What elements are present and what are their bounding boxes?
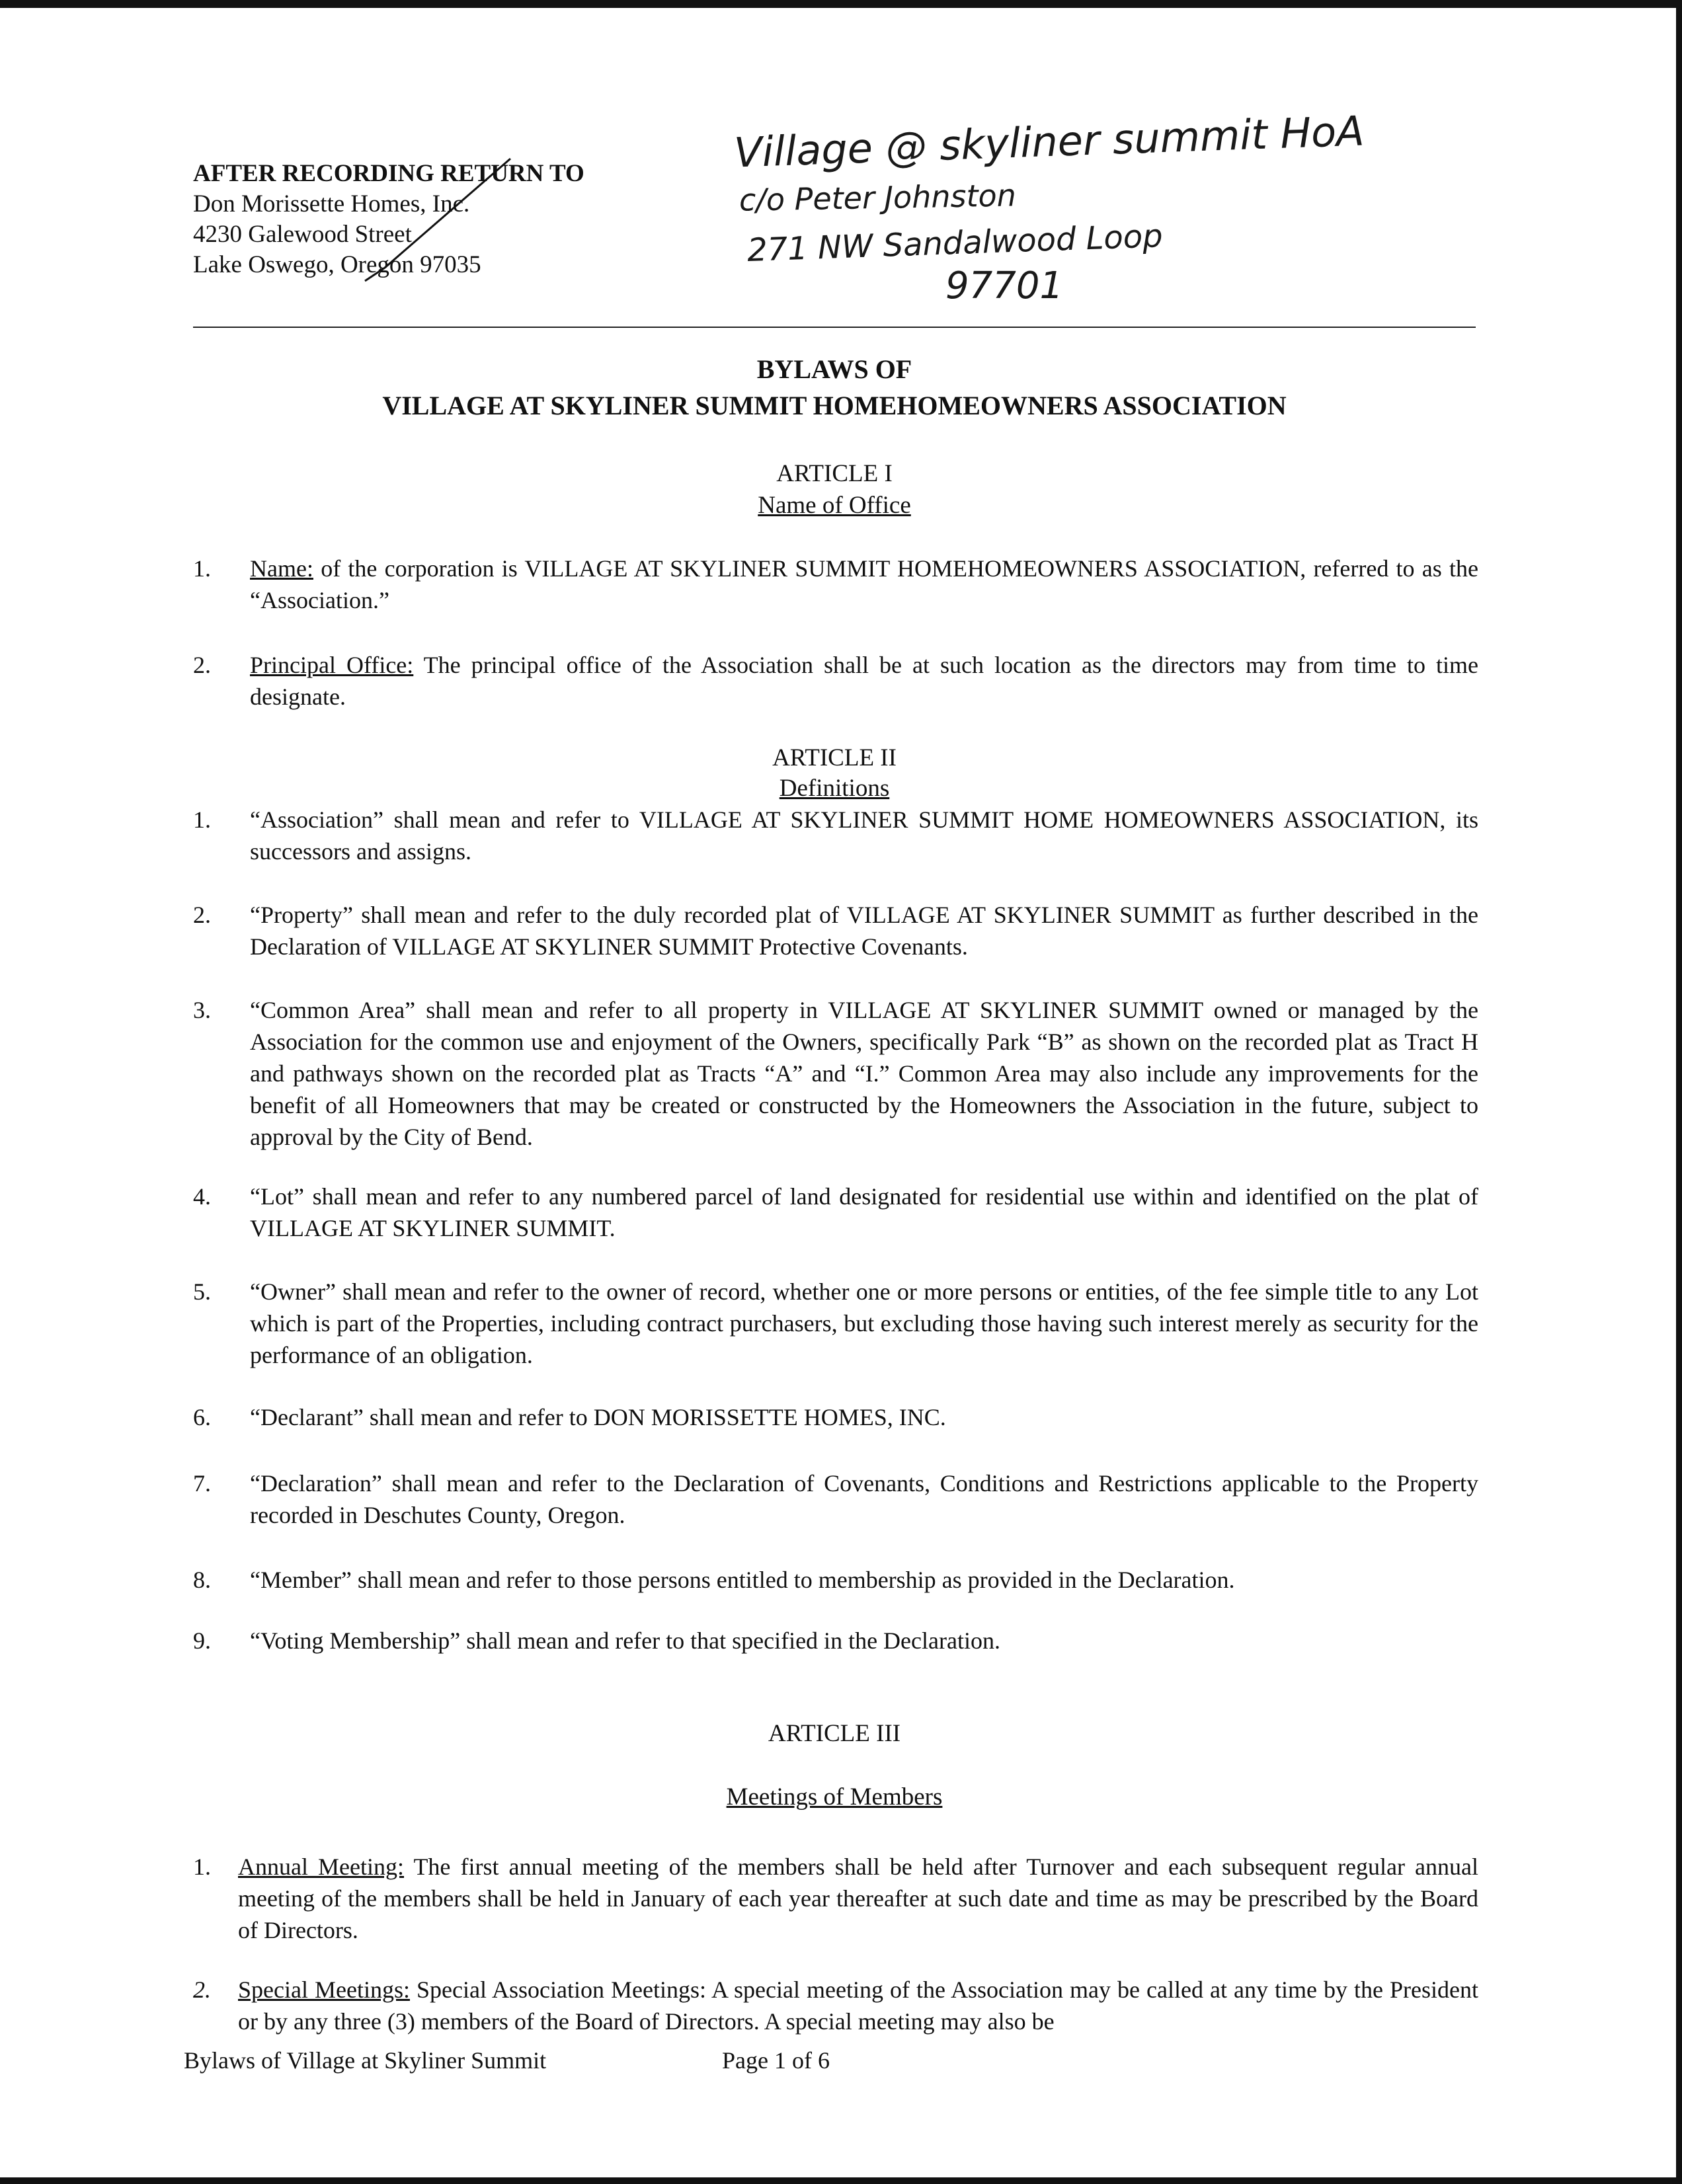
handwritten-line-4: 97701 [945,264,1064,307]
item-label: Name: [250,555,313,582]
list-item: 1. “Association” shall mean and refer to VILLAGE AT SKYLINER SUMMIT HOME HOMEOWNERS ASSOCIATION, its successors and assigns. [193,806,1478,865]
list-item: 4. “Lot” shall mean and refer to any numbered parcel of land designated for residential use within and identified on the plat of VILLAGE AT SKYLINER SUMMIT. [193,1183,1478,1241]
return-line-1: Don Morissette Homes, Inc. [193,190,470,217]
list-item: 1. Annual Meeting: The first annual meeting of the members shall be held after Turnover and each subsequent regular annual meeting of the members shall be held in January of each year thereafter at such date and time as may be prescribed by the Board of Directors. [193,1853,1478,1943]
list-item: 2. “Property” shall mean and refer to the duly recorded plat of VILLAGE AT SKYLINER SUMMIT as further described in the Declaration of VILLAGE AT SKYLINER SUMMIT Protective Covenants. [193,902,1478,960]
item-label: Principal Office: [250,652,414,678]
return-address-block [193,159,584,280]
list-item: 5. “Owner” shall mean and refer to the owner of record, whether one or more persons or entities, of the fee simple title to any Lot which is part of the Properties, including contract purchasers, but excluding those having such interest merely as security for the performance of an obligation. [193,1278,1478,1368]
article-2-heading: ARTICLE II [772,744,897,771]
article-3-heading: ARTICLE III [768,1720,901,1747]
scan-edge-top [0,0,1682,8]
article-3-subheading: Meetings of Members [726,1783,943,1811]
handwritten-line-1: Village @ skyliner summit HoA [733,106,1365,177]
item-label: Annual Meeting: [238,1853,405,1880]
item-label: Special Meetings: [238,1976,410,2003]
return-line-3: Lake Oswego, Oregon 97035 [193,251,481,278]
list-item: 3. “Common Area” shall mean and refer to all property in VILLAGE AT SKYLINER SUMMIT owned or managed by the Association for the common use and enjoyment of the Owners, specifically Park “B” as shown on the recorded plat as Tract H and pathways shown on the recorded plat as Tracts “A” and “I.” Common Area may also include any improvements for the benefit of all Homeowners that may be created or constructed by the Homeowners the Association in the future, subject to approval by the City of Bend. [193,997,1478,1150]
list-item: 8. “Member” shall mean and refer to those persons entitled to membership as provided in the Declaration. [193,1567,1235,1593]
handwritten-line-2: c/o Peter Johnston [739,177,1017,218]
return-line-2: 4230 Galewood Street [193,221,412,248]
list-item: 9. “Voting Membership” shall mean and refer to that specified in the Declaration. [193,1627,1000,1654]
list-item: 2. Principal Office: The principal office of the Association shall be at such location as the directors may from time to time designate. [193,652,1478,710]
scan-edge-bottom [0,2177,1682,2184]
document-title-line-1: BYLAWS OF [756,354,912,384]
document-title-line-2: VILLAGE AT SKYLINER SUMMIT HOMEHOMEOWNERS ASSOCIATION [382,391,1287,420]
footer-document-name: Bylaws of Village at Skyliner Summit [184,2047,547,2074]
article-2-subheading: Definitions [779,775,890,802]
scan-edge-right [1676,0,1682,2184]
list-item: 1. Name: of the corporation is VILLAGE AT SKYLINER SUMMIT HOMEHOMEOWNERS ASSOCIATION, referred to as the “Association.” [193,555,1478,613]
handwritten-line-3: 271 NW Sandalwood Loop [746,217,1164,269]
article-1-heading: ARTICLE I [776,460,893,487]
list-item: 2. Special Meetings: Special Association Meetings: A special meeting of the Association may be called at any time by the President or by any three (3) members of the Board of Directors. A special meeting may also be [193,1976,1478,2035]
list-item: 6. “Declarant” shall mean and refer to DON MORISSETTE HOMES, INC. [193,1404,946,1430]
article-1-subheading: Name of Office [758,492,911,519]
footer-page-number: Page 1 of 6 [722,2047,830,2074]
list-item: 7. “Declaration” shall mean and refer to the Declaration of Covenants, Conditions and Restrictions applicable to the Property recorded in Deschutes County, Oregon. [193,1470,1478,1528]
return-heading: AFTER RECORDING RETURN TO [193,160,584,187]
header-rule [193,327,1476,328]
pen-strike-mark [358,152,530,284]
